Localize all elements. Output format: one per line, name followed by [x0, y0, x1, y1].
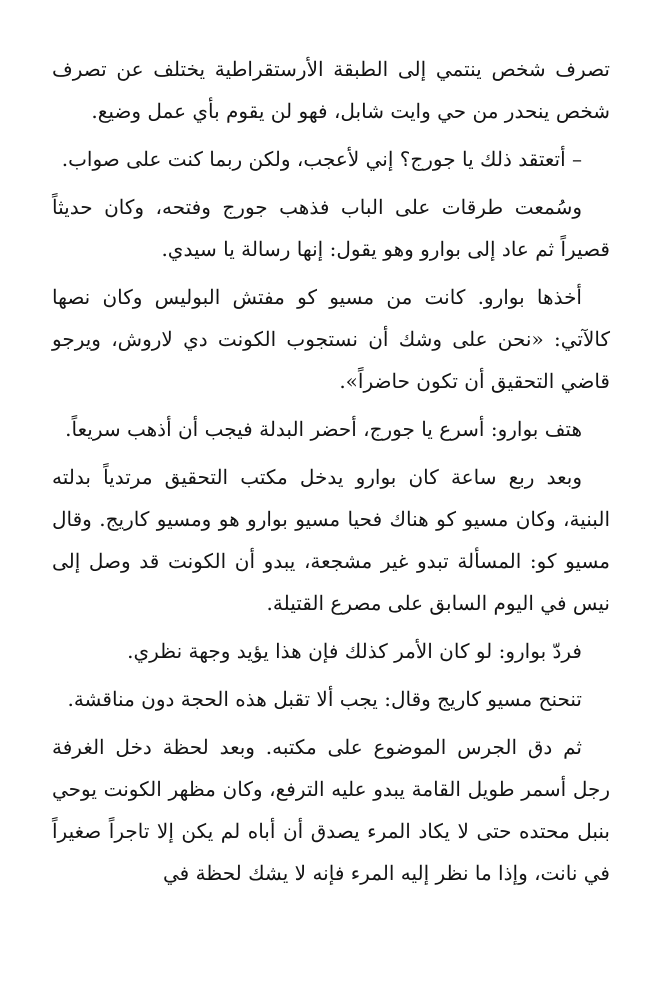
paragraph-2: – أتعتقد ذلك يا جورج؟ إني لأعجب، ولكن ربما كنت على صواب. — [61, 147, 582, 171]
paragraph-4: أخذها بوارو. كانت من مسيو كو مفتش البوليس وكان نصها كالآتي: «نحن على وشك أن نستجوب الكونت دي لاروش، ويرجو قاضي التحقيق أن تكون حاضراً». — [52, 285, 610, 393]
paragraph-3: وسُمعت طرقات على الباب فذهب جورج وفتحه، وكان حديثاً قصيراً ثم عاد إلى بوارو وهو يقول: إنها رسالة يا سيدي. — [52, 195, 610, 261]
paragraph-7: فردّ بوارو: لو كان الأمر كذلك فإن هذا يؤيد وجهة نظري. — [127, 639, 582, 663]
paragraph-8: تنحنح مسيو كاريج وقال: يجب ألا تقبل هذه الحجة دون مناقشة. — [67, 687, 582, 711]
paragraph-6: وبعد ربع ساعة كان بوارو يدخل مكتب التحقيق مرتدياً بدلته البنية، وكان مسيو كو هناك فحيا مسيو بوارو هو ومسيو كاريج. وقال مسيو كو: المسألة تبدو غير مشجعة، يبدو أن الكونت قد وصل إلى نيس في اليوم السابق على مصرع القتيلة. — [52, 465, 610, 615]
book-page-text — [52, 48, 610, 900]
paragraph-9: ثم دق الجرس الموضوع على مكتبه. وبعد لحظة دخل الغرفة رجل أسمر طويل القامة يبدو عليه الترفع، وكان مظهر الكونت يوحي بنبل محتده حتى لا يكاد المرء يصدق أن أباه لم يكن إلا تاجراً صغيراً في نانت، وإذا ما نظر إليه المرء فإنه لا يشك لحظة في — [52, 735, 610, 885]
paragraph-5: هتف بوارو: أسرع يا جورج، أحضر البدلة فيجب أن أذهب سريعاً. — [65, 417, 582, 441]
paragraph-1: تصرف شخص ينتمي إلى الطبقة الأرستقراطية يختلف عن تصرف شخص ينحدر من حي وايت شابل، فهو لن يقوم بأي عمل وضيع. — [52, 57, 610, 123]
